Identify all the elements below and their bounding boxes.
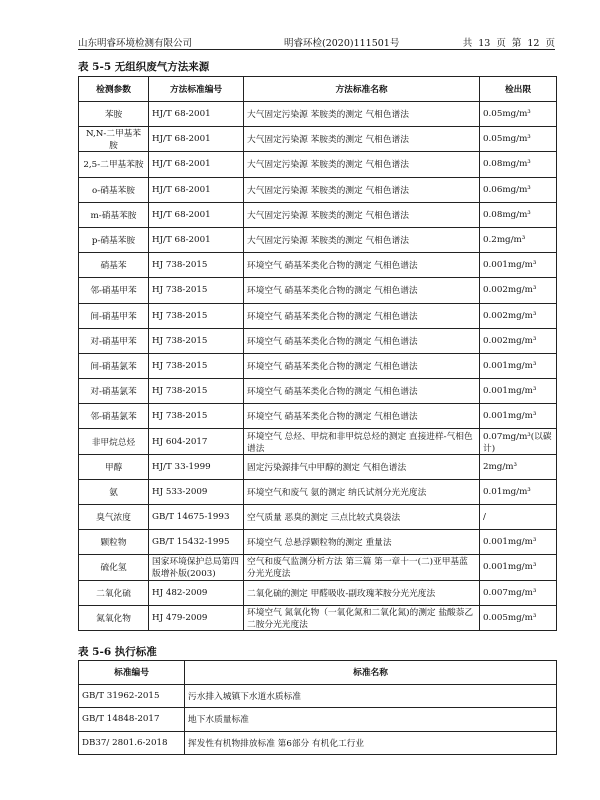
method-name-cell: 环境空气 硝基苯类化合物的测定 气相色谱法 bbox=[244, 253, 480, 278]
table-row bbox=[79, 708, 557, 732]
detection-limit-cell: 0.002mg/m³ bbox=[480, 328, 557, 353]
param-cell: 颗粒物 bbox=[79, 530, 149, 555]
method-name-cell: 环境空气 硝基苯类化合物的测定 气相色谱法 bbox=[244, 379, 480, 404]
column-header: 方法标准编号 bbox=[149, 77, 244, 102]
detection-limit-cell: 0.002mg/m³ bbox=[480, 303, 557, 328]
detection-limit-cell: 0.2mg/m³ bbox=[480, 227, 557, 252]
table-row bbox=[79, 177, 557, 202]
param-cell: 邻-硝基甲苯 bbox=[79, 278, 149, 303]
param-cell: p-硝基苯胺 bbox=[79, 227, 149, 252]
detection-limit-cell: 0.001mg/m³ bbox=[480, 353, 557, 378]
standard-code-cell: GB/T 31962-2015 bbox=[79, 684, 185, 708]
page-info: 共 13 页 第 12 页 bbox=[462, 38, 555, 49]
method-code-cell: HJ 533-2009 bbox=[149, 479, 244, 504]
param-cell: 甲醇 bbox=[79, 454, 149, 479]
param-cell: 邻-硝基氯苯 bbox=[79, 404, 149, 429]
table-row bbox=[79, 202, 557, 227]
param-cell: 二氧化硫 bbox=[79, 580, 149, 605]
table-row bbox=[79, 429, 557, 454]
detection-limit-cell: 0.08mg/m³ bbox=[480, 152, 557, 177]
method-code-cell: GB/T 15432-1995 bbox=[149, 530, 244, 555]
detection-limit-cell: 0.001mg/m³ bbox=[480, 379, 557, 404]
table-row bbox=[79, 580, 557, 605]
table-row bbox=[79, 127, 557, 152]
method-code-cell: HJ 738-2015 bbox=[149, 278, 244, 303]
method-name-cell: 环境空气 硝基苯类化合物的测定 气相色谱法 bbox=[244, 404, 480, 429]
method-name-cell: 大气固定污染源 苯胺类的测定 气相色谱法 bbox=[244, 177, 480, 202]
detection-limit-cell: 0.05mg/m³ bbox=[480, 127, 557, 152]
table-row bbox=[79, 404, 557, 429]
table-row bbox=[79, 731, 557, 755]
method-code-cell: HJ 738-2015 bbox=[149, 379, 244, 404]
table-row bbox=[79, 555, 557, 580]
method-code-cell: HJ/T 68-2001 bbox=[149, 227, 244, 252]
table-row bbox=[79, 303, 557, 328]
param-cell: 2,5-二甲基苯胺 bbox=[79, 152, 149, 177]
table-row bbox=[79, 605, 557, 630]
detection-limit-cell: 0.001mg/m³ bbox=[480, 253, 557, 278]
company-name: 山东明睿环境检测有限公司 bbox=[78, 38, 193, 49]
method-name-cell: 空气和废气监测分析方法 第三篇 第一章十一(二)亚甲基蓝分光光度法 bbox=[244, 555, 480, 580]
detection-limit-cell: 0.007mg/m³ bbox=[480, 580, 557, 605]
report-number: 明睿环检(2020)111501号 bbox=[284, 38, 400, 49]
method-code-cell: HJ/T 68-2001 bbox=[149, 152, 244, 177]
column-header: 检测参数 bbox=[79, 77, 149, 102]
detection-limit-cell: 0.001mg/m³ bbox=[480, 404, 557, 429]
table-header-row bbox=[79, 661, 557, 685]
method-name-cell: 环境空气 硝基苯类化合物的测定 气相色谱法 bbox=[244, 328, 480, 353]
param-cell: 氮氧化物 bbox=[79, 605, 149, 630]
standard-name-cell: 挥发性有机物排放标准 第6部分 有机化工行业 bbox=[185, 731, 557, 755]
method-code-cell: HJ 738-2015 bbox=[149, 303, 244, 328]
method-code-cell: 国家环境保护总局第四版增补版(2003) bbox=[149, 555, 244, 580]
table-row bbox=[79, 353, 557, 378]
method-code-cell: HJ 482-2009 bbox=[149, 580, 244, 605]
method-code-cell: HJ 738-2015 bbox=[149, 328, 244, 353]
table-header-row bbox=[79, 77, 557, 102]
table-row bbox=[79, 479, 557, 504]
method-name-cell: 固定污染源排气中甲醇的测定 气相色谱法 bbox=[244, 454, 480, 479]
table-row bbox=[79, 152, 557, 177]
param-cell: o-硝基苯胺 bbox=[79, 177, 149, 202]
method-code-cell: HJ 738-2015 bbox=[149, 404, 244, 429]
method-name-cell: 空气质量 恶臭的测定 三点比较式臭袋法 bbox=[244, 505, 480, 530]
param-cell: 苯胺 bbox=[79, 102, 149, 127]
method-name-cell: 大气固定污染源 苯胺类的测定 气相色谱法 bbox=[244, 127, 480, 152]
param-cell: 硝基苯 bbox=[79, 253, 149, 278]
method-code-cell: HJ/T 68-2001 bbox=[149, 202, 244, 227]
detection-limit-cell: 0.08mg/m³ bbox=[480, 202, 557, 227]
method-name-cell: 大气固定污染源 苯胺类的测定 气相色谱法 bbox=[244, 152, 480, 177]
column-header: 标准名称 bbox=[185, 661, 557, 685]
table-row bbox=[79, 328, 557, 353]
param-cell: 硫化氢 bbox=[79, 555, 149, 580]
table-row bbox=[79, 227, 557, 252]
method-name-cell: 大气固定污染源 苯胺类的测定 气相色谱法 bbox=[244, 202, 480, 227]
detection-limit-cell: 0.005mg/m³ bbox=[480, 605, 557, 630]
standard-name-cell: 污水排入城镇下水道水质标准 bbox=[185, 684, 557, 708]
param-cell: 对-硝基氯苯 bbox=[79, 379, 149, 404]
standard-code-cell: GB/T 14848-2017 bbox=[79, 708, 185, 732]
detection-limit-cell: 0.05mg/m³ bbox=[480, 102, 557, 127]
param-cell: 间-硝基氯苯 bbox=[79, 353, 149, 378]
detection-limit-cell: 0.001mg/m³ bbox=[480, 530, 557, 555]
detection-limit-cell: 0.06mg/m³ bbox=[480, 177, 557, 202]
method-code-cell: HJ 738-2015 bbox=[149, 253, 244, 278]
method-name-cell: 环境空气和废气 氨的测定 纳氏试剂分光光度法 bbox=[244, 479, 480, 504]
method-code-cell: HJ/T 33-1999 bbox=[149, 454, 244, 479]
column-header: 检出限 bbox=[480, 77, 557, 102]
method-name-cell: 二氧化硫的测定 甲醛吸收-副玫瑰苯胺分光光度法 bbox=[244, 580, 480, 605]
detection-limit-cell: 0.001mg/m³ bbox=[480, 555, 557, 580]
method-code-cell: HJ 479-2009 bbox=[149, 605, 244, 630]
param-cell: 对-硝基甲苯 bbox=[79, 328, 149, 353]
table-row bbox=[79, 454, 557, 479]
method-name-cell: 环境空气 氮氧化物（一氧化氮和二氧化氮)的测定 盐酸萘乙二胺分光光度法 bbox=[244, 605, 480, 630]
method-code-cell: HJ 604-2017 bbox=[149, 429, 244, 454]
param-cell: 间-硝基甲苯 bbox=[79, 303, 149, 328]
method-code-cell: HJ/T 68-2001 bbox=[149, 177, 244, 202]
table-row bbox=[79, 253, 557, 278]
table-row bbox=[79, 102, 557, 127]
standards-table bbox=[78, 660, 557, 755]
method-name-cell: 环境空气 硝基苯类化合物的测定 气相色谱法 bbox=[244, 303, 480, 328]
method-name-cell: 环境空气 硝基苯类化合物的测定 气相色谱法 bbox=[244, 353, 480, 378]
method-name-cell: 环境空气 总悬浮颗粒物的测定 重量法 bbox=[244, 530, 480, 555]
standard-name-cell: 地下水质量标准 bbox=[185, 708, 557, 732]
table-row bbox=[79, 684, 557, 708]
method-name-cell: 环境空气 硝基苯类化合物的测定 气相色谱法 bbox=[244, 278, 480, 303]
table-row bbox=[79, 505, 557, 530]
method-code-cell: HJ/T 68-2001 bbox=[149, 102, 244, 127]
param-cell: N,N-二甲基苯胺 bbox=[79, 127, 149, 152]
method-code-cell: HJ/T 68-2001 bbox=[149, 127, 244, 152]
table-row bbox=[79, 530, 557, 555]
detection-limit-cell: 0.002mg/m³ bbox=[480, 278, 557, 303]
param-cell: 非甲烷总烃 bbox=[79, 429, 149, 454]
param-cell: m-硝基苯胺 bbox=[79, 202, 149, 227]
column-header: 方法标准名称 bbox=[244, 77, 480, 102]
table-row bbox=[79, 278, 557, 303]
table-5-5-caption: 表 5-5 无组织废气方法来源 bbox=[78, 61, 210, 73]
method-name-cell: 环境空气 总烃、甲烷和非甲烷总烃的测定 直接进样-气相色谱法 bbox=[244, 429, 480, 454]
detection-limit-cell: 0.01mg/m³ bbox=[480, 479, 557, 504]
method-name-cell: 大气固定污染源 苯胺类的测定 气相色谱法 bbox=[244, 227, 480, 252]
param-cell: 氨 bbox=[79, 479, 149, 504]
method-source-table bbox=[78, 76, 557, 631]
detection-limit-cell: 0.07mg/m³(以碳计) bbox=[480, 429, 557, 454]
table-row bbox=[79, 379, 557, 404]
detection-limit-cell: / bbox=[480, 505, 557, 530]
table-5-6-caption: 表 5-6 执行标准 bbox=[78, 646, 157, 658]
page-header bbox=[78, 35, 555, 50]
param-cell: 臭气浓度 bbox=[79, 505, 149, 530]
method-code-cell: GB/T 14675-1993 bbox=[149, 505, 244, 530]
column-header: 标准编号 bbox=[79, 661, 185, 685]
method-code-cell: HJ 738-2015 bbox=[149, 353, 244, 378]
method-name-cell: 大气固定污染源 苯胺类的测定 气相色谱法 bbox=[244, 102, 480, 127]
standard-code-cell: DB37/ 2801.6-2018 bbox=[79, 731, 185, 755]
detection-limit-cell: 2mg/m³ bbox=[480, 454, 557, 479]
